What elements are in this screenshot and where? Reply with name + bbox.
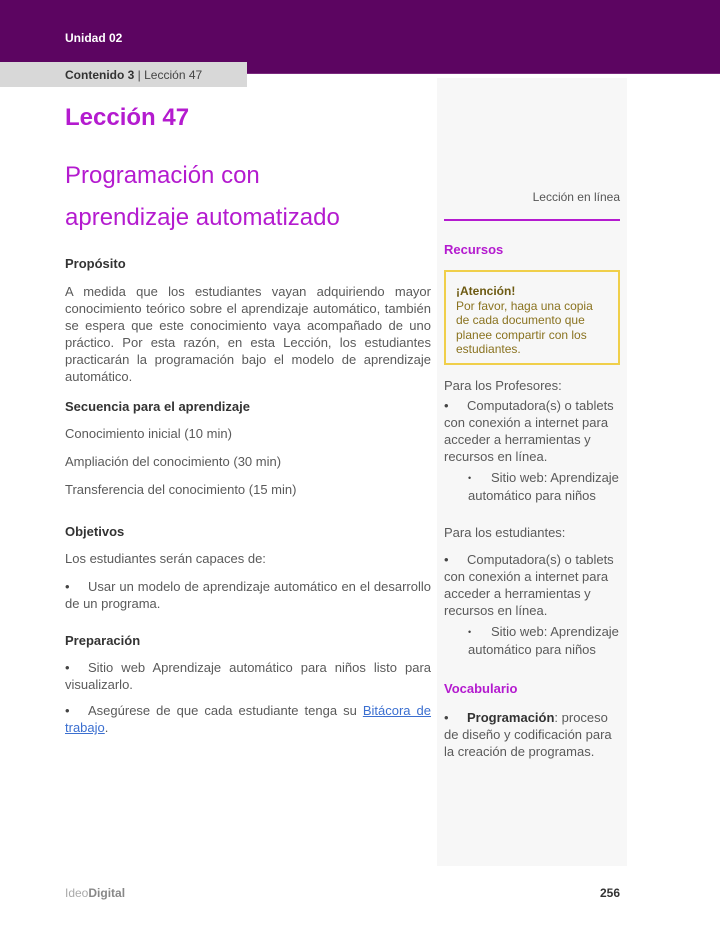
sidebar-divider	[444, 219, 620, 221]
students-item: • Computadora(s) o tablets con conexión a internet para acceder a herramientas y recursos en línea.	[444, 551, 620, 619]
resources-heading: Recursos	[444, 242, 504, 257]
vocabulary-item	[444, 709, 620, 760]
main-content	[65, 256, 431, 736]
objective-item: • Usar un modelo de aprendizaje automático en el desarrollo de un programa.	[65, 578, 431, 612]
teachers-resources	[444, 377, 620, 504]
lesson-number: Lección 47	[65, 104, 190, 131]
preparation-item: • Asegúrese de que cada estudiante tenga su Bitácora de trabajo.	[65, 702, 431, 736]
teachers-heading: Para los Profesores:	[444, 378, 562, 393]
teachers-sub-item: • Sitio web: Aprendizaje automático para niños	[444, 469, 620, 504]
sequence-item: Ampliación del conocimiento (30 min)	[65, 454, 282, 469]
students-heading: Para los estudiantes:	[444, 525, 566, 540]
attention-text: Por favor, haga una copia de cada documento que planee compartir con los estudiantes.	[456, 298, 593, 356]
breadcrumb	[0, 62, 247, 87]
bitacora-link[interactable]: Bitácora de trabajo	[65, 703, 432, 735]
attention-title: ¡Atención!	[456, 284, 516, 298]
breadcrumb-content: Contenido 3	[65, 68, 135, 82]
preparation-item: • Sitio web Aprendizaje automático para niños listo para visualizarlo.	[65, 659, 431, 693]
sequence-heading: Secuencia para el aprendizaje	[65, 399, 250, 414]
unit-label: Unidad 02	[65, 31, 123, 45]
preparation-heading: Preparación	[65, 633, 141, 648]
objectives-intro: Los estudiantes serán capaces de:	[65, 551, 266, 566]
sequence-item: Transferencia del conocimiento (15 min)	[65, 482, 297, 497]
online-lesson-label: Lección en línea	[532, 190, 620, 204]
vocabulary-heading: Vocabulario	[444, 681, 518, 696]
vocabulary-term: Programación	[467, 710, 555, 725]
objectives-heading: Objetivos	[65, 524, 125, 539]
students-sub-item: • Sitio web: Aprendizaje automático para niños	[444, 623, 620, 658]
purpose-text: A medida que los estudiantes vayan adquiriendo mayor conocimiento teórico sobre el aprendizaje automático, también se espera que este conocimiento vaya acompañado de uno práctico. Por esta razón, en esta Lección, los estudiantes practicarán la programación bajo el modelo de aprendizaje automático.	[65, 284, 431, 384]
vocabulary-definition: : proceso de diseño y codificación para la creación de programas.	[444, 710, 612, 759]
teachers-item: • Computadora(s) o tablets con conexión a internet para acceder a herramientas y recursos en línea.	[444, 397, 620, 465]
page-title: Programación con aprendizaje automatizado	[65, 162, 340, 231]
students-resources	[444, 524, 620, 658]
vocabulary-section	[444, 680, 620, 760]
breadcrumb-lesson: Lección 47	[144, 68, 203, 82]
footer-brand: IdeoDigital	[65, 886, 126, 900]
breadcrumb-separator: |	[134, 68, 145, 82]
attention-box	[444, 270, 620, 365]
purpose-heading: Propósito	[65, 256, 126, 271]
page-number: 256	[599, 886, 620, 900]
sequence-item: Conocimiento inicial (10 min)	[65, 426, 232, 441]
